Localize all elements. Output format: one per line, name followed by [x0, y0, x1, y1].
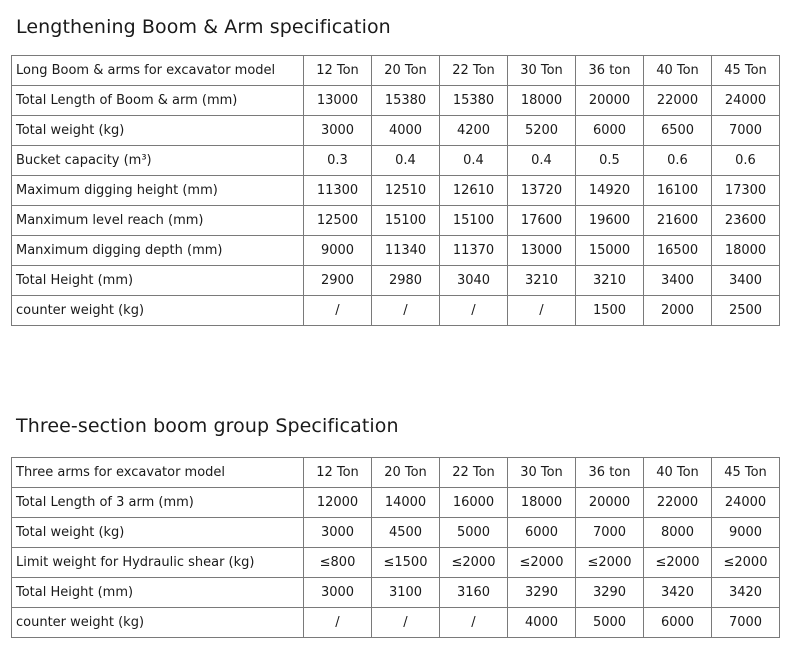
value-cell: 13720 — [508, 176, 576, 206]
value-cell: 4000 — [372, 116, 440, 146]
value-cell: 2000 — [644, 296, 712, 326]
value-cell: / — [508, 296, 576, 326]
value-cell: ≤1500 — [372, 548, 440, 578]
value-cell: 11300 — [304, 176, 372, 206]
row-label: counter weight (kg) — [12, 608, 304, 638]
value-cell: ≤2000 — [712, 548, 780, 578]
value-cell: 16000 — [440, 488, 508, 518]
model-header-cell: 36 ton — [576, 56, 644, 86]
value-cell: 4200 — [440, 116, 508, 146]
value-cell: 0.6 — [712, 146, 780, 176]
value-cell: 8000 — [644, 518, 712, 548]
value-cell: 3210 — [508, 266, 576, 296]
value-cell: 4000 — [508, 608, 576, 638]
table2-title: Three-section boom group Specification — [16, 415, 399, 437]
value-cell: 11370 — [440, 236, 508, 266]
value-cell: 14920 — [576, 176, 644, 206]
row-label: Total Height (mm) — [12, 578, 304, 608]
value-cell: / — [372, 296, 440, 326]
model-header-cell: 20 Ton — [372, 56, 440, 86]
model-header-cell: 45 Ton — [712, 56, 780, 86]
row-label: Bucket capacity (m³) — [12, 146, 304, 176]
value-cell: 18000 — [712, 236, 780, 266]
row-label: Total Length of 3 arm (mm) — [12, 488, 304, 518]
value-cell: 14000 — [372, 488, 440, 518]
table-row — [12, 176, 780, 206]
model-header-cell: 30 Ton — [508, 56, 576, 86]
value-cell: 12500 — [304, 206, 372, 236]
value-cell: 5200 — [508, 116, 576, 146]
value-cell: 17600 — [508, 206, 576, 236]
value-cell: 3040 — [440, 266, 508, 296]
table-row — [12, 548, 780, 578]
value-cell: 3290 — [576, 578, 644, 608]
value-cell: 22000 — [644, 86, 712, 116]
row-label: Total Length of Boom & arm (mm) — [12, 86, 304, 116]
value-cell: 3290 — [508, 578, 576, 608]
model-header-cell: 36 ton — [576, 458, 644, 488]
value-cell: 17300 — [712, 176, 780, 206]
value-cell: / — [304, 296, 372, 326]
row-label: Total weight (kg) — [12, 518, 304, 548]
value-cell: 3400 — [712, 266, 780, 296]
model-header-cell: 20 Ton — [372, 458, 440, 488]
table-row — [12, 578, 780, 608]
value-cell: 5000 — [440, 518, 508, 548]
value-cell: 0.4 — [440, 146, 508, 176]
value-cell: 12000 — [304, 488, 372, 518]
value-cell: 0.3 — [304, 146, 372, 176]
table-row — [12, 296, 780, 326]
table-row — [12, 146, 780, 176]
value-cell: 15000 — [576, 236, 644, 266]
value-cell: 23600 — [712, 206, 780, 236]
value-cell: 3000 — [304, 578, 372, 608]
value-cell: 0.6 — [644, 146, 712, 176]
table-header-row — [12, 56, 780, 86]
value-cell: 3420 — [644, 578, 712, 608]
model-header-cell: 45 Ton — [712, 458, 780, 488]
value-cell: 24000 — [712, 86, 780, 116]
value-cell: 2980 — [372, 266, 440, 296]
value-cell: 3000 — [304, 518, 372, 548]
value-cell: 18000 — [508, 488, 576, 518]
row-label: Total weight (kg) — [12, 116, 304, 146]
row-label: Maximum digging height (mm) — [12, 176, 304, 206]
value-cell: 0.5 — [576, 146, 644, 176]
header-label: Three arms for excavator model — [12, 458, 304, 488]
value-cell: 3000 — [304, 116, 372, 146]
row-label: counter weight (kg) — [12, 296, 304, 326]
value-cell: / — [304, 608, 372, 638]
table-row — [12, 236, 780, 266]
value-cell: 16500 — [644, 236, 712, 266]
value-cell: / — [372, 608, 440, 638]
value-cell: 19600 — [576, 206, 644, 236]
table-row — [12, 518, 780, 548]
value-cell: 2500 — [712, 296, 780, 326]
model-header-cell: 30 Ton — [508, 458, 576, 488]
row-label: Manximum digging depth (mm) — [12, 236, 304, 266]
value-cell: 6000 — [644, 608, 712, 638]
table-row — [12, 608, 780, 638]
value-cell: 7000 — [712, 608, 780, 638]
value-cell: 16100 — [644, 176, 712, 206]
table-header-row — [12, 458, 780, 488]
value-cell: 12610 — [440, 176, 508, 206]
value-cell: ≤2000 — [644, 548, 712, 578]
model-header-cell: 12 Ton — [304, 458, 372, 488]
table1-title: Lengthening Boom & Arm specification — [16, 16, 391, 38]
value-cell: 5000 — [576, 608, 644, 638]
value-cell: 9000 — [304, 236, 372, 266]
model-header-cell: 40 Ton — [644, 56, 712, 86]
row-label: Total Height (mm) — [12, 266, 304, 296]
value-cell: 2900 — [304, 266, 372, 296]
row-label: Manximum level reach (mm) — [12, 206, 304, 236]
table-row — [12, 116, 780, 146]
value-cell: 18000 — [508, 86, 576, 116]
value-cell: 3400 — [644, 266, 712, 296]
value-cell: 3160 — [440, 578, 508, 608]
table-row — [12, 266, 780, 296]
value-cell: 3210 — [576, 266, 644, 296]
value-cell: 1500 — [576, 296, 644, 326]
value-cell: 13000 — [508, 236, 576, 266]
spec-table-three-section-boom — [11, 457, 780, 638]
value-cell: 7000 — [712, 116, 780, 146]
value-cell: 15100 — [372, 206, 440, 236]
value-cell: 0.4 — [372, 146, 440, 176]
model-header-cell: 40 Ton — [644, 458, 712, 488]
table-row — [12, 488, 780, 518]
value-cell: 15380 — [440, 86, 508, 116]
value-cell: 7000 — [576, 518, 644, 548]
value-cell: 24000 — [712, 488, 780, 518]
model-header-cell: 22 Ton — [440, 56, 508, 86]
value-cell: 0.4 — [508, 146, 576, 176]
value-cell: 9000 — [712, 518, 780, 548]
row-label: Limit weight for Hydraulic shear (kg) — [12, 548, 304, 578]
value-cell: ≤2000 — [576, 548, 644, 578]
table-row — [12, 86, 780, 116]
value-cell: 15100 — [440, 206, 508, 236]
model-header-cell: 12 Ton — [304, 56, 372, 86]
value-cell: 11340 — [372, 236, 440, 266]
value-cell: 15380 — [372, 86, 440, 116]
value-cell: 6000 — [508, 518, 576, 548]
value-cell: / — [440, 608, 508, 638]
value-cell: 20000 — [576, 488, 644, 518]
value-cell: / — [440, 296, 508, 326]
value-cell: 12510 — [372, 176, 440, 206]
value-cell: 6000 — [576, 116, 644, 146]
value-cell: 3100 — [372, 578, 440, 608]
value-cell: ≤2000 — [508, 548, 576, 578]
value-cell: 4500 — [372, 518, 440, 548]
value-cell: 6500 — [644, 116, 712, 146]
value-cell: 20000 — [576, 86, 644, 116]
value-cell: ≤800 — [304, 548, 372, 578]
value-cell: 3420 — [712, 578, 780, 608]
value-cell: 22000 — [644, 488, 712, 518]
spec-table-lengthening-boom — [11, 55, 780, 326]
header-label: Long Boom & arms for excavator model — [12, 56, 304, 86]
table-row — [12, 206, 780, 236]
model-header-cell: 22 Ton — [440, 458, 508, 488]
value-cell: 21600 — [644, 206, 712, 236]
value-cell: 13000 — [304, 86, 372, 116]
value-cell: ≤2000 — [440, 548, 508, 578]
